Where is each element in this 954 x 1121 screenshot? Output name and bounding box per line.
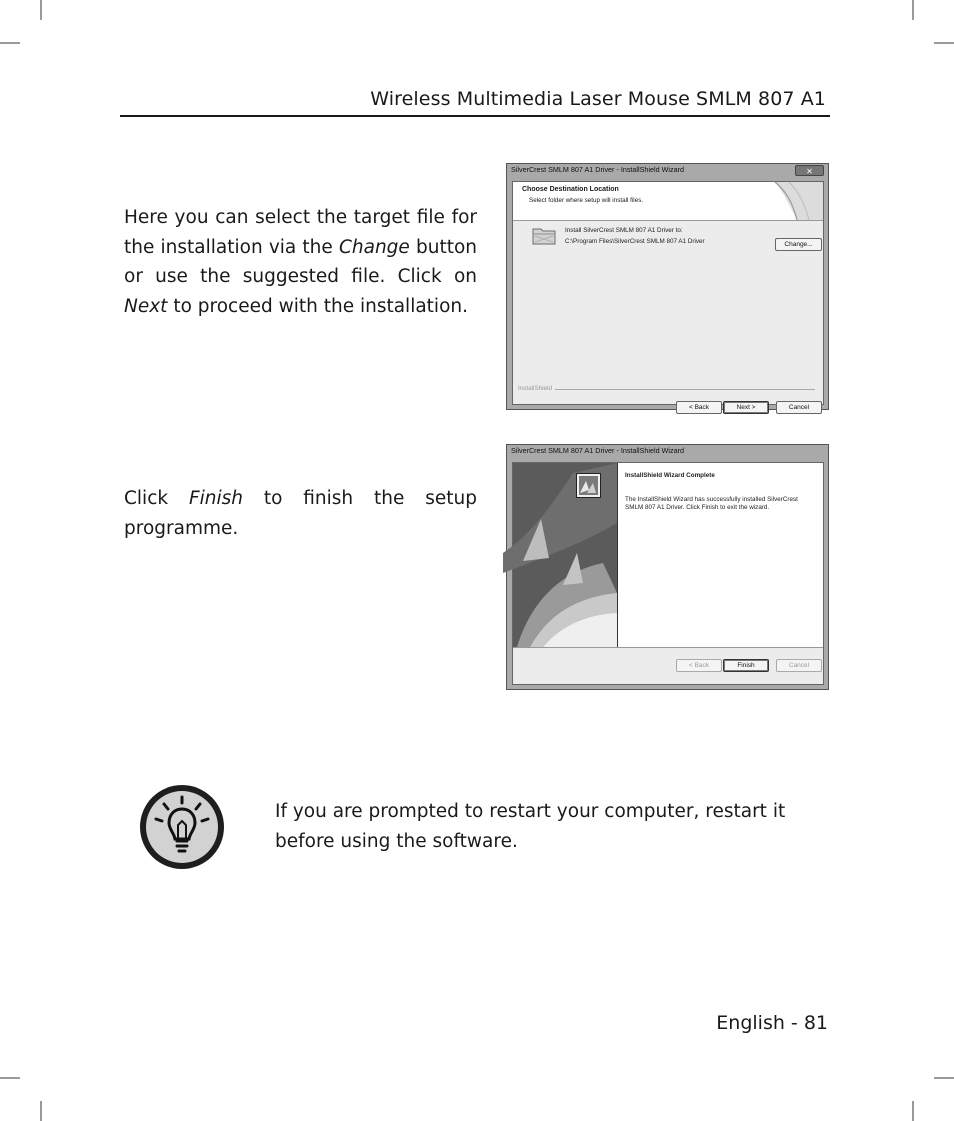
group-divider: [551, 389, 815, 390]
crop-mark: [40, 0, 42, 20]
crop-mark: [912, 1101, 914, 1121]
install-path: C:\Program Files\SilverCrest SMLM 807 A1 Driver: [565, 238, 705, 245]
banner-title: Choose Destination Location: [522, 186, 619, 193]
section1-text-c: to proceed with the installation.: [167, 295, 468, 317]
dialog-client-area: [512, 462, 824, 685]
wizard-content-pane: [617, 463, 823, 648]
banner-subtitle: Select folder where setup will install files.: [529, 197, 644, 204]
dialog-title: SilverCrest SMLM 807 A1 Driver - InstallShield Wizard: [511, 165, 684, 174]
cancel-button[interactable]: Cancel: [776, 659, 822, 672]
cancel-button[interactable]: Cancel: [776, 401, 822, 414]
finish-keyword: Finish: [188, 488, 243, 509]
banner-curl-graphic: [753, 182, 823, 220]
complete-dialog-screenshot: [506, 444, 829, 690]
wizard-sidebar-graphic: [513, 463, 617, 648]
complete-heading: InstallShield Wizard Complete: [625, 472, 715, 479]
back-button[interactable]: < Back: [676, 401, 722, 414]
crop-mark: [40, 1101, 42, 1121]
crop-mark: [912, 0, 914, 20]
sidebar-swoosh-graphic: [513, 463, 617, 663]
dialog-client-area: [512, 181, 824, 411]
crop-mark: [0, 1077, 20, 1079]
crop-mark: [934, 42, 954, 44]
dialog-title: SilverCrest SMLM 807 A1 Driver - InstallShield Wizard: [511, 446, 684, 455]
back-button[interactable]: < Back: [676, 659, 722, 672]
lightbulb-icon: [138, 783, 226, 871]
page-header-title: Wireless Multimedia Laser Mouse SMLM 807 A1: [370, 88, 826, 110]
section2-paragraph: [124, 484, 477, 543]
computer-icon: [576, 473, 601, 498]
section1-paragraph: [124, 203, 477, 321]
crop-mark: [0, 42, 20, 44]
complete-body-line2: SMLM 807 A1 Driver. Click Finish to exit the wizard.: [625, 504, 770, 511]
crop-mark: [934, 1077, 954, 1079]
change-button[interactable]: Change...: [775, 238, 822, 251]
section2-text-b: to finish the setup programme.: [124, 488, 477, 539]
destination-dialog-screenshot: [506, 163, 829, 410]
dialog-banner: [513, 182, 823, 221]
group-label: InstallShield: [518, 385, 555, 392]
section2-text-a: Click: [124, 488, 169, 509]
restart-note: If you are prompted to restart your computer, restart it before using the software.: [275, 801, 786, 852]
finish-button[interactable]: Finish: [723, 659, 769, 672]
header-rule: [120, 115, 830, 117]
close-icon[interactable]: ✕: [795, 165, 824, 176]
page-number: English - 81: [716, 1012, 828, 1034]
wizard-button-bar: [513, 647, 823, 684]
next-button[interactable]: Next >: [723, 401, 769, 414]
section1-text-a: Here you can select the target file for the installation via the: [124, 207, 477, 258]
folder-icon: [532, 226, 556, 245]
change-keyword: Change: [338, 236, 410, 258]
section1-text-b: button or use the suggested file. Click on: [124, 236, 477, 287]
complete-body-line1: The InstallShield Wizard has successfully installed SilverCrest: [625, 496, 798, 503]
install-to-label: Install SilverCrest SMLM 807 A1 Driver to:: [565, 227, 683, 234]
next-keyword: Next: [124, 295, 168, 317]
